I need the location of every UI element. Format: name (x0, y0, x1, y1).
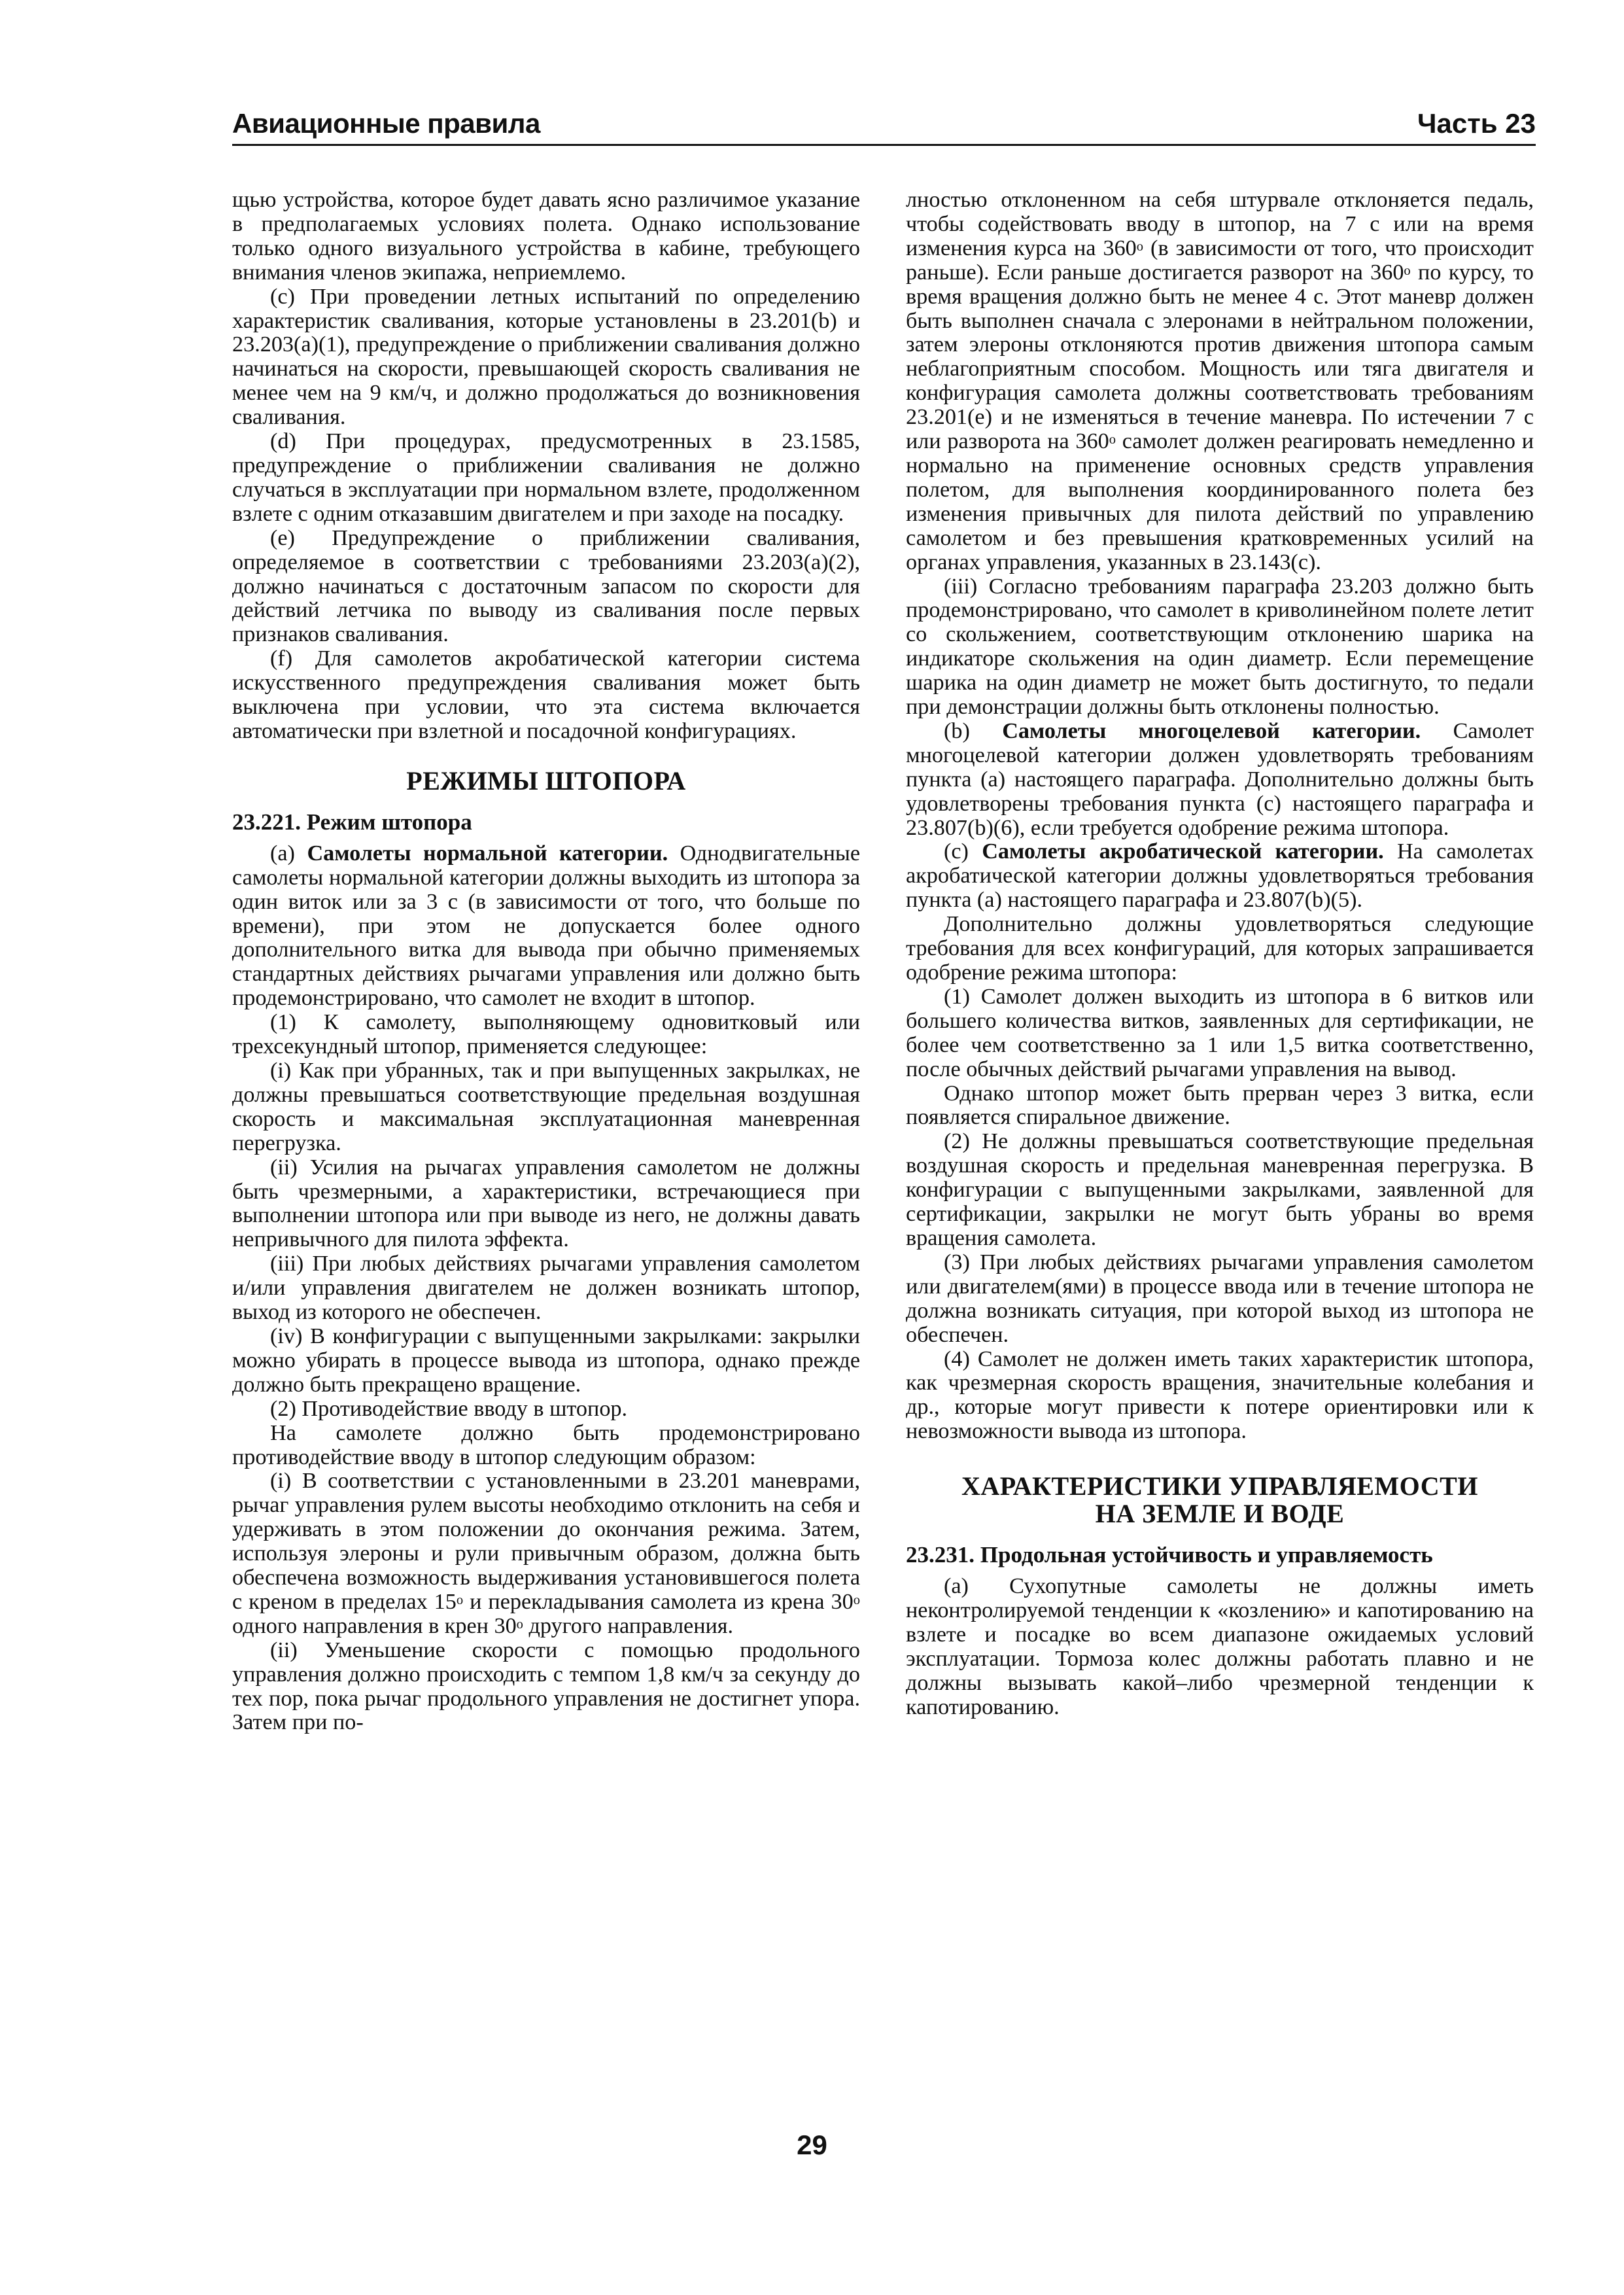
bold-lead: Самолеты нормальной категории. (307, 841, 668, 866)
paragraph: (ii) Уменьшение скорости с помощью продольного управления должно происходить с темпом 1,8 км/ч за секунду до тех пор, пока рычаг продольного управления не достигнет упора. Затем при по- (232, 1638, 860, 1735)
paragraph: (i) Как при убранных, так и при выпущенных закрылках, не должны превышаться соответствующие предельная воздушная скорость и максимальная эксплуатационная маневренная перегрузка. (232, 1059, 860, 1155)
paragraph-text: и перекладывания самолета из крена 30 (463, 1589, 854, 1614)
paragraph-text: (в зависимости от того, что происходит раньше). Если раньше достигается разворот на 360 (906, 236, 1534, 285)
paragraph: (d) При процедурах, предусмотренных в 23.1585, предупреждение о приближении сваливания не должно случаться в эксплуатации при нормальном взлете, продолженном взлете с одним отказавшим двигателем и при заходе на посадку. (232, 429, 860, 526)
item-label: (c) (944, 839, 969, 864)
paragraph-text: Самолет многоцелевой категории должен удовлетворять требованиям пункта (a) настоящего параграфа. Дополнительно должны быть удовлетворены требования пункта (c) настоящего параграфа и 23.807(b)(6), если требуется одобрение режима штопора. (906, 718, 1534, 840)
paragraph: (iii) Согласно требованиям параграфа 23.203 должно быть продемонстрировано, что самолет в криволинейном полете летит со скольжением, соответствующим отклонению шарика на индикаторе скольжения на один диаметр. Если перемещение шарика на один диаметр не может быть достигнуто, то педали при демонстрации должны быть отклонены полностью. (906, 574, 1534, 720)
right-column (906, 188, 1534, 1720)
degree-mark: o (853, 1592, 861, 1607)
paragraph: (c) При проведении летных испытаний по определению характеристик сваливания, которые установлены в 23.201(b) и 23.203(a)(1), предупреждение о приближении сваливания должно начинаться на скорости, превышающей скорость сваливания не менее чем на 9 км/ч, и должно продолжаться до возникновения сваливания. (232, 284, 860, 430)
degree-mark: o (1404, 263, 1411, 278)
paragraph-a (232, 842, 860, 1011)
paragraph: щью устройства, которое будет давать ясно различимое указание в предполагаемых условиях полета. Однако использование только одного визуального устройства в кабине, требующего внимания членов экипажа, неприемлемо. (232, 188, 860, 285)
header-document-title: Авиационные правила (232, 108, 540, 139)
section-heading-spin-modes: РЕЖИМЫ ШТОПОРА (406, 765, 686, 796)
paragraph: (ii) Усилия на рычагах управления самолетом не должны быть чрезмерными, а характеристики, встречающиеся при выполнении штопора или при выводе из него, не должны давать непривычного для пилота эффекта. (232, 1155, 860, 1252)
paragraph-text: одного направления в крен 30 (232, 1613, 517, 1638)
section-heading-ground-handling (906, 1473, 1534, 1528)
degree-mark: o (1109, 432, 1116, 447)
paragraph: Дополнительно должны удовлетворяться следующие требования для всех конфигураций, для которых запрашивается одобрение режима штопора: (906, 912, 1534, 985)
paragraph: (2) Противодействие вводу в штопор. (270, 1396, 628, 1421)
paragraph: На самолете должно быть продемонстрировано противодействие вводу в штопор следующим образом: (232, 1420, 860, 1469)
paragraph: (4) Самолет не должен иметь таких характеристик штопора, как чрезмерная скорость вращения, значительные колебания и др., которые могут привести к потере ориентировки или к невозможности вывода из штопора. (906, 1346, 1534, 1444)
paragraph-c (906, 840, 1534, 913)
paragraph-text: (i) В соответствии с установленными в 23.201 маневрами, рычаг управления рулем высоты необходимо отклонить на себя и удерживать в этом положении до окончания режима. Затем, используя элероны и рули привычным образом, должна быть обеспечена возможность выдерживания установившегося полета с креном в пределах 15 (232, 1469, 860, 1614)
paragraph (906, 188, 1534, 575)
header-part-number: Часть 23 (1417, 108, 1536, 139)
paragraph-text: На самолетах акробатической категории должны удовлетворяться требования пункта (a) настоящего параграфа и 23.807(b)(5). (906, 839, 1534, 913)
running-header (232, 103, 1536, 146)
page-number: 29 (797, 2129, 827, 2160)
section-heading-line: ХАРАКТЕРИСТИКИ УПРАВЛЯЕМОСТИ (961, 1471, 1478, 1501)
paragraph: (2) Не должны превышаться соответствующие предельная воздушная скорость и предельная маневренная перегрузка. В конфигурации с выпущенными закрылками, заявленной для сертификации, закрылки не могут быть убраны во время вращения самолета. (906, 1129, 1534, 1250)
degree-mark: o (456, 1592, 464, 1607)
paragraph: (iii) При любых действиях рычагами управления самолетом и/или управления двигателем не должен возникать штопор, выход из которого не обеспечен. (232, 1252, 860, 1325)
paragraph-text: Однодвигательные самолеты нормальной категории должны выходить из штопора за один виток или за 3 с (в зависимости от того, что больше по времени), при этом не допускается более одного дополнительного витка для вывода при обычно применяемых стандартных действиях рычагами управления или должно быть продемонстрировано, что самолет не входит в штопор. (232, 841, 861, 1011)
clause-heading-23-221: 23.221. Режим штопора (232, 809, 472, 835)
paragraph: (1) К самолету, выполняющему одновитковый или трехсекундный штопор, применяется следующее: (232, 1010, 860, 1059)
paragraph-text: другого направления. (523, 1613, 734, 1638)
paragraph: (1) Самолет должен выходить из штопора в 6 витков или большего количества витков, заявленных для сертификации, не более чем соответственно за 1 или 1,5 витка соответственно, после обычных действий рычагами управления на вывод. (906, 984, 1534, 1081)
paragraph: (iv) В конфигурации с выпущенными закрылками: закрылки можно убирать в процессе вывода из штопора, однако прежде должно быть прекращено вращение. (232, 1323, 860, 1397)
bold-lead: Самолеты многоцелевой категории. (1002, 718, 1421, 743)
paragraph: (f) Для самолетов акробатической категории система искусственного предупреждения сваливания может быть выключена при условии, что эта система включается автоматически при взлетной и посадочной конфигурациях. (232, 646, 860, 743)
paragraph: Однако штопор может быть прерван через 3 витка, если появляется спиральное движение. (906, 1081, 1534, 1130)
degree-mark: o (516, 1617, 523, 1632)
paragraph-b (906, 720, 1534, 841)
paragraph: (a) Сухопутные самолеты не должны иметь неконтролируемой тенденции к «козлению» и капотированию на взлете и посадке во всем диапазоне ожидаемых условий эксплуатации. Тормоза колес должны работать плавно и не должны вызывать какой–либо чрезмерной тенденции к капотированию. (906, 1574, 1534, 1719)
clause-heading-23-231: 23.231. Продольная устойчивость и управляемость (906, 1542, 1433, 1568)
paragraph-text: по курсу, то время вращения должно быть не менее 4 с. Этот маневр должен быть выполнен сначала с элеронами в нейтральном положении, затем элероны отклоняются против движения штопора самым неблагоприятным способом. Мощность или тяга двигателя и конфигурация самолета должны соответствовать требованиям 23.201(e) и не изменяться в течение маневра. По истечении 7 с или разворота на 360 (906, 260, 1534, 454)
item-label: (a) (270, 841, 295, 866)
item-label: (b) (944, 718, 970, 743)
paragraph (232, 1469, 860, 1638)
paragraph: (e) Предупреждение о приближении сваливания, определяемое в соответствии с требованиями 23.203(a)(2), должно начинаться с достаточным запасом по скорости для действий летчика по выводу из сваливания после первых признаков сваливания. (232, 525, 860, 647)
paragraph: (3) При любых действиях рычагами управления самолетом или двигателем(ями) в процессе ввода или в течение штопора не должна возникать ситуация, при которой выход из штопора не обеспечен. (906, 1250, 1534, 1347)
degree-mark: o (1136, 239, 1144, 254)
bold-lead: Самолеты акробатической категории. (982, 839, 1384, 864)
section-heading-line: НА ЗЕМЛЕ И ВОДЕ (1095, 1499, 1345, 1529)
paragraph-text: самолет должен реагировать немедленно и нормально на применение основных средств управления полетом, для выполнения координированного полета без изменения привычных для пилота действий по управлению самолетом и без превышения кратковременных усилий на органах управления, указанных в 23.143(c). (906, 429, 1534, 574)
left-column (232, 188, 860, 1735)
paragraph-text: лностью отклоненном на себя штурвале отклоняется педаль, чтобы содействовать вводу в штопор, на 7 с или на время изменения курса на 360 (906, 188, 1534, 260)
